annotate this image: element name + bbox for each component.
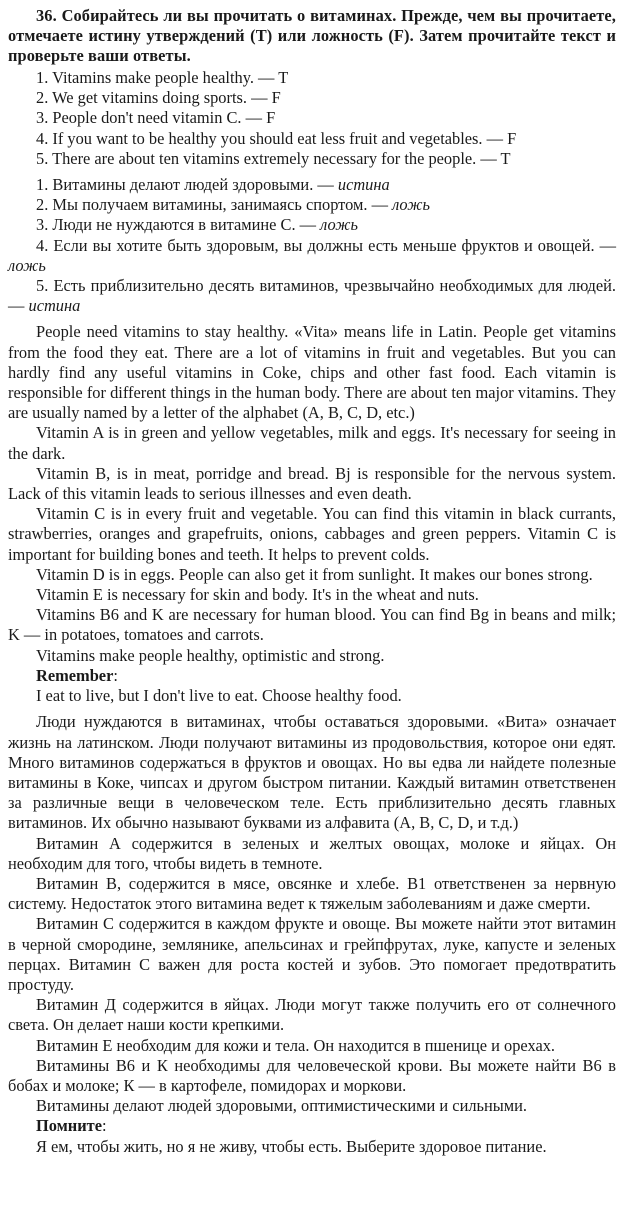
- statement-answer: истина: [28, 296, 81, 316]
- text-ru: [8, 712, 616, 1156]
- paragraph-en: Vitamin A is in green and yellow vegetables, milk and eggs. It's necessary for seeing in the dark.: [8, 423, 616, 463]
- statement-answer: F: [507, 128, 517, 148]
- statement-answer: ложь: [8, 255, 46, 275]
- remember-label: Помните: [36, 1116, 103, 1136]
- remember-heading-ru: Помните:: [36, 1116, 107, 1136]
- paragraph-ru: Витамин Е необходим для кожи и тела. Он находится в пшенице и орехах.: [36, 1035, 556, 1055]
- statement-ru: 1. Витамины делают людей здоровыми. — истина: [36, 175, 390, 195]
- remember-text-ru: Я ем, чтобы жить, но я не живу, чтобы есть. Выберите здоровое питание.: [36, 1136, 547, 1156]
- paragraph-ru: Витамины В6 и К необходимы для человеческой крови. Вы можете найти В6 в бобах и молоке; К — в картофеле, помидорах и моркови.: [8, 1055, 616, 1095]
- paragraph-en: Vitamin D is in eggs. People can also get it from sunlight. It makes our bones strong.: [36, 564, 593, 584]
- paragraph-en: Vitamin B, is in meat, porridge and bread. Bj is responsible for the nervous system. Lack of this vitamin leads to serious illnesses and even death.: [8, 463, 616, 504]
- statement-en: 3. People don't need vitamin C. — F: [36, 108, 276, 128]
- statement-ru: 3. Люди не нуждаются в витамине С. — ложь: [36, 215, 358, 235]
- text-en: [8, 322, 616, 706]
- statement-ru: 2. Мы получаем витамины, занимаясь спортом. — ложь: [36, 195, 430, 215]
- paragraph-ru: Люди нуждаются в витаминах, чтобы оставаться здоровыми. «Вита» означает жизнь на латинском. Люди получают витамины из продовольствия, которое они едят. Много витаминов содержаться в фруктов и овощах. Но вы едва ли найдете полезные витамины в Коке, чипсах и другом быстром питании. Каждый витамин ответственен за различные вещи в человеческом теле. Есть приблизительно десять главных витаминов. Их обычно называют буквами из алфавита (А, В, С, D, и т.д.): [8, 712, 616, 833]
- task-heading: [8, 6, 616, 66]
- statement-answer: истина: [337, 175, 390, 195]
- task-instructions: Собирайтесь ли вы прочитать о витаминах. Прежде, чем вы прочитаете, отмечаете истину утверждений (T) или ложность (F). Затем прочитайте текст и проверьте ваши ответы.: [8, 6, 616, 65]
- statement-en: 2. We get vitamins doing sports. — F: [36, 88, 281, 108]
- statement-answer: ложь: [392, 195, 430, 215]
- statement-answer: ложь: [320, 215, 358, 235]
- paragraph-ru: Витамин А содержится в зеленых и желтых овощах, молоке и яйцах. Он необходим для того, чтобы видеть в темноте.: [8, 833, 616, 873]
- statement-ru: 5. Есть приблизительно десять витаминов, чрезвычайно необходимых для людей. — истина: [8, 276, 616, 316]
- statement-en: 4. If you want to be healthy you should eat less fruit and vegetables. — F: [36, 128, 517, 148]
- paragraph-en: People need vitamins to stay healthy. «Vita» means life in Latin. People get vitamins from the food they eat. There are a lot of vitamins in fruit and vegetables. But you can hardly find any useful vitamins in Coke, chips and other fast food. Each vitamin is responsible for different things in the human body. There are about ten major vitamins. They are usually named by a letter of the alphabet (A, B, C, D, etc.): [8, 322, 616, 423]
- paragraph-en: Vitamins B6 and K are necessary for human blood. You can find Bg in beans and milk; K — in potatoes, tomatoes and carrots.: [8, 605, 616, 645]
- remember-text-en: I eat to live, but I don't live to eat. Choose healthy food.: [36, 686, 402, 706]
- statements-ru: [8, 175, 616, 316]
- remember-label: Remember: [36, 665, 114, 685]
- paragraph-ru: Витамин Д содержится в яйцах. Люди могут также получить его от солнечного света. Он делает наши кости крепкими.: [8, 995, 616, 1035]
- statements-en: [8, 68, 616, 169]
- statement-en: 5. There are about ten vitamins extremely necessary for the people. — T: [36, 148, 511, 168]
- statement-answer: F: [266, 108, 276, 128]
- task-number: 36.: [36, 6, 57, 25]
- statement-answer: T: [500, 148, 511, 168]
- paragraph-ru: Витамин С содержится в каждом фрукте и овоще. Вы можете найти этот витамин в черной смородине, землянике, апельсинах и грейпфрутах, луке, капусте и зеленых перцах. Витамин С важен для роста костей и зубов. Это помогает предотвратить простуду.: [8, 914, 616, 994]
- statement-answer: T: [278, 68, 289, 87]
- statement-en: 1. Vitamins make people healthy. — T: [36, 68, 289, 87]
- paragraph-ru: Витамин В, содержится в мясе, овсянке и хлебе. В1 ответственен за нервную систему. Недостаток этого витамина ведет к тяжелым заболеваниям и даже смерти.: [8, 873, 616, 914]
- statement-answer: F: [271, 88, 281, 108]
- paragraph-en: Vitamin C is in every fruit and vegetable. You can find this vitamin in black currants, strawberries, oranges and grapefruits, onions, cabbages and green peppers. Vitamin C is important for building bones and teeth. It helps to prevent colds.: [8, 504, 616, 564]
- paragraph-en: Vitamins make people healthy, optimistic and strong.: [36, 645, 385, 665]
- paragraph-en: Vitamin E is necessary for skin and body. It's in the wheat and nuts.: [36, 585, 479, 605]
- statement-ru: 4. Если вы хотите быть здоровым, вы должны есть меньше фруктов и овощей. — ложь: [8, 235, 616, 275]
- paragraph-ru: Витамины делают людей здоровыми, оптимистическими и сильными.: [36, 1096, 528, 1116]
- remember-heading-en: Remember:: [36, 665, 118, 685]
